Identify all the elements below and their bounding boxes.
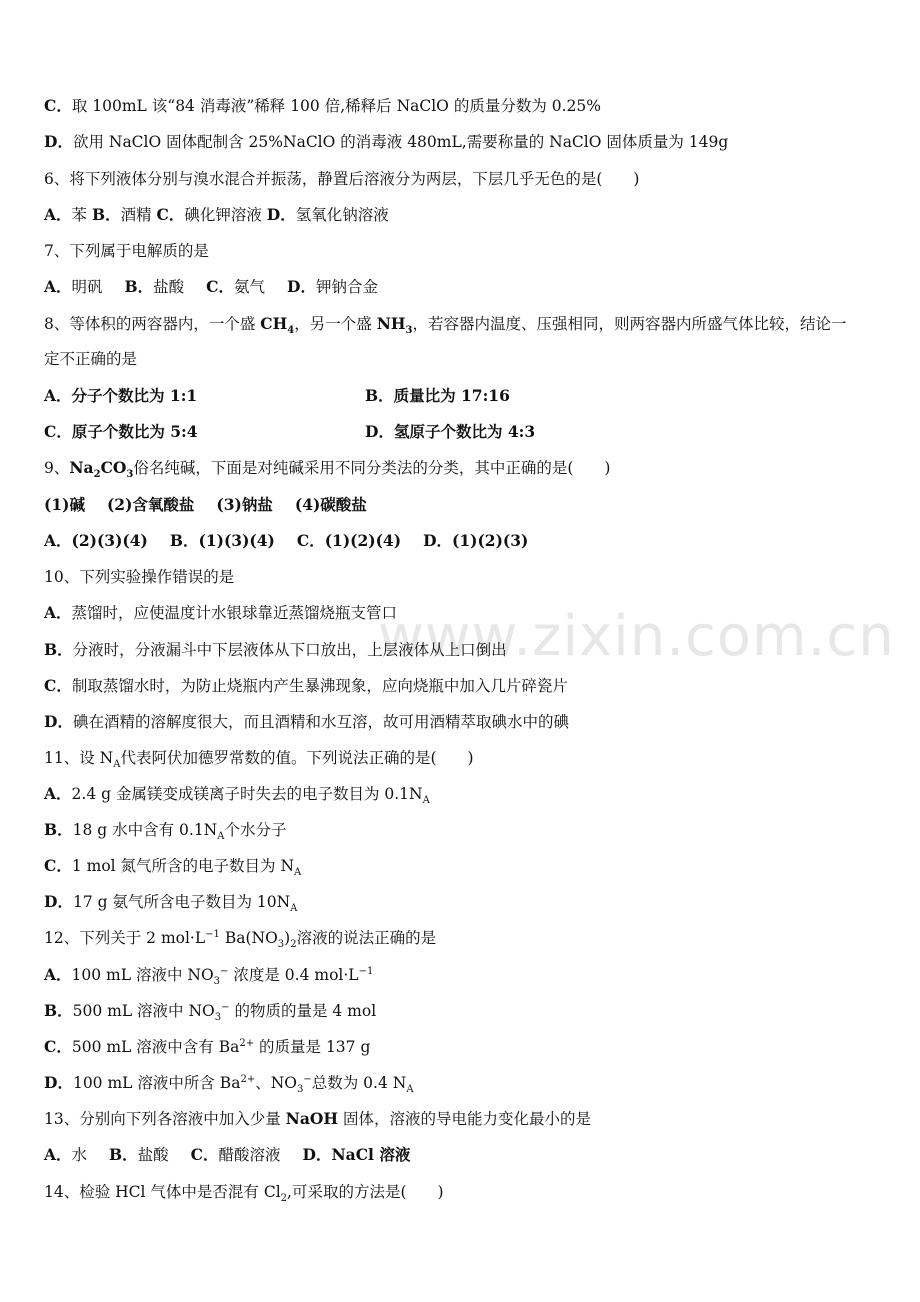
formula: CH <box>260 314 288 333</box>
option-label: A． <box>44 277 72 296</box>
subscript: A <box>113 759 121 771</box>
option-text: 500 mL 溶液中 NO <box>72 1002 215 1020</box>
option: A．(2)(3)(4) <box>44 531 148 550</box>
option-label: D． <box>287 277 316 296</box>
option-label: A． <box>44 965 72 984</box>
stem-text: 13、分别向下列各溶液中加入少量 <box>44 1110 286 1128</box>
subscript: 3 <box>214 1012 222 1024</box>
option-label: B． <box>124 277 154 296</box>
option-label: C． <box>44 1037 72 1056</box>
subscript: 3 <box>213 976 221 988</box>
superscript: − <box>220 965 229 977</box>
option: B．(1)(3)(4) <box>169 531 275 550</box>
option-text: NaCl 溶液 <box>331 1145 411 1164</box>
q6-stem: 6、将下列液体分别与溴水混合并振荡，静置后溶液分为两层，下层几乎无色的是( ) <box>44 170 640 188</box>
subscript: A <box>406 1084 414 1096</box>
option-label: B． <box>365 386 394 405</box>
stem-text: ，若容器内温度、压强相同，则两容器内所盛气体比较，结论一 <box>412 315 847 333</box>
option-text: 18 g 水中含有 0.1N <box>72 821 218 839</box>
option-label: D． <box>302 1145 332 1164</box>
option-text: 欲用 NaClO 固体配制含 25%NaClO 的消毒液 480mL,需要称量的 NaClO 固体质量为 149g <box>72 133 729 151</box>
list-item: (4)碳酸盐 <box>294 495 367 514</box>
q10-option-c <box>44 676 568 696</box>
q12-option-c <box>44 1037 370 1057</box>
option-text: 醋酸溶液 <box>218 1146 281 1164</box>
option-label: C． <box>156 205 185 224</box>
option-text: 分子个数比为 1:1 <box>71 386 198 405</box>
subscript: 2 <box>280 1193 288 1205</box>
option-label: C． <box>44 856 72 875</box>
stem-text: 8、等体积的两容器内，一个盛 <box>44 315 261 333</box>
subscript: 3 <box>126 469 134 481</box>
list-item: (2)含氧酸盐 <box>106 495 195 514</box>
option-text: 总数为 0.4 N <box>311 1074 407 1092</box>
stem-text: 代表阿伏加德罗常数的值。下列说法正确的是( ) <box>120 749 474 767</box>
option-label: D． <box>365 422 394 441</box>
option-text: 的质量是 137 g <box>254 1038 371 1056</box>
subscript: 3 <box>405 325 413 337</box>
option-text: 取 100mL 该“84 消毒液”稀释 100 倍,稀释后 NaClO 的质量分数为 0.25% <box>71 97 601 115</box>
option-text: 制取蒸馏水时，为防止烧瓶内产生暴沸现象，应向烧瓶中加入几片碎瓷片 <box>71 677 568 695</box>
option-label: D． <box>44 132 73 151</box>
superscript: −1 <box>205 928 220 940</box>
formula: NH <box>376 314 406 333</box>
q11-option-c <box>44 856 302 879</box>
stem-text: 14、检验 HCl 气体中是否混有 Cl <box>44 1183 281 1201</box>
q5-option-c <box>44 96 601 116</box>
option-label: C． <box>190 1145 219 1164</box>
list-item: (1)碱 <box>44 495 85 514</box>
q10-option-b <box>44 640 507 660</box>
option-label: C． <box>206 277 235 296</box>
option-text: 浓度是 0.4 mol·L <box>228 966 359 984</box>
option-text: 蒸馏时，应使温度计水银球靠近蒸馏烧瓶支管口 <box>71 604 398 622</box>
q7-options <box>44 277 378 297</box>
option-label: B． <box>91 205 121 224</box>
q13-options <box>44 1145 410 1165</box>
option-text: 明矾 <box>71 278 103 296</box>
q13-stem <box>44 1109 591 1129</box>
formula: NaOH <box>285 1109 339 1128</box>
superscript: − <box>221 1001 230 1013</box>
subscript: 4 <box>287 325 295 337</box>
q10-option-d <box>44 712 569 732</box>
stem-text: 俗名纯碱，下面是对纯碱采用不同分类法的分类，其中正确的是( ) <box>133 459 611 477</box>
superscript: −1 <box>358 965 374 977</box>
option-label: B． <box>109 1145 138 1164</box>
superscript: 2+ <box>239 1037 255 1049</box>
option-text: 、NO <box>255 1074 297 1092</box>
q10-option-a <box>44 603 397 623</box>
stem-text: 12、下列关于 2 mol·L <box>44 929 206 947</box>
option-label: A． <box>44 205 72 224</box>
stem-text: 11、设 N <box>44 749 114 767</box>
option-label: B． <box>44 820 73 839</box>
stem-text: ，另一个盛 <box>294 315 377 333</box>
q10-stem: 10、下列实验操作错误的是 <box>44 568 235 586</box>
option-text: 1 mol 氮气所含的电子数目为 N <box>71 857 295 875</box>
option-text: 钾钠合金 <box>315 278 378 296</box>
q8-stem <box>44 314 847 337</box>
stem-text: ) <box>284 929 291 947</box>
option-text: 2.4 g 金属镁变成镁离子时失去的电子数目为 0.1N <box>71 785 423 803</box>
q11-stem <box>44 748 474 771</box>
q9-items <box>44 495 367 515</box>
option-text: 500 mL 溶液中含有 Ba <box>71 1038 240 1056</box>
option-label: A． <box>44 386 72 405</box>
option-label: D． <box>44 1073 73 1092</box>
option-label: A． <box>44 1145 72 1164</box>
q8-option-d <box>365 422 535 442</box>
subscript: 2 <box>93 469 101 481</box>
option-text: 碘在酒精的溶解度很大，而且酒精和水互溶，故可用酒精萃取碘水中的碘 <box>72 713 569 731</box>
q9-stem <box>44 458 611 481</box>
option-text: 碘化钾溶液 <box>184 206 267 224</box>
subscript: A <box>217 831 225 843</box>
option-text: 的物质的量是 4 mol <box>229 1002 377 1020</box>
stem-text: 溶液的说法正确的是 <box>296 929 437 947</box>
watermark: www.zixin.com.cn <box>378 604 895 669</box>
subscript: 3 <box>277 939 285 951</box>
option: C．(1)(2)(4) <box>296 531 402 550</box>
option: D．(1)(2)(3) <box>423 531 529 550</box>
option-label: D． <box>44 892 73 911</box>
option-label: D． <box>266 205 296 224</box>
option-label: D． <box>44 712 73 731</box>
option-label: C． <box>44 96 72 115</box>
subscript: A <box>422 795 430 807</box>
q5-option-d <box>44 132 728 152</box>
q8-option-b <box>365 386 510 406</box>
q9-options <box>44 531 528 551</box>
q7-stem: 7、下列属于电解质的是 <box>44 242 209 260</box>
subscript: A <box>290 903 298 915</box>
option-label: A． <box>44 603 72 622</box>
option-text: 氢氧化钠溶液 <box>295 206 389 224</box>
option-label: C． <box>44 676 72 695</box>
stem-text: 固体，溶液的导电能力变化最小的是 <box>338 1110 591 1128</box>
option-text: 盐酸 <box>153 278 185 296</box>
subscript: A <box>294 867 302 879</box>
list-item: (3)钠盐 <box>216 495 273 514</box>
q12-option-a <box>44 965 374 988</box>
option-text: 17 g 氨气所含电子数目为 10N <box>72 893 291 911</box>
stem-text: Ba(NO <box>219 929 278 947</box>
q12-option-d <box>44 1073 414 1096</box>
formula: CO <box>100 458 127 477</box>
superscript: − <box>303 1073 312 1085</box>
option-text: 氢原子个数比为 4:3 <box>393 422 536 441</box>
option-label: A． <box>44 784 72 803</box>
option-text: 酒精 <box>120 206 157 224</box>
option-text: 100 mL 溶液中所含 Ba <box>72 1074 241 1092</box>
option-text: 苯 <box>71 206 92 224</box>
q12-option-b <box>44 1001 377 1024</box>
option-text: 盐酸 <box>137 1146 169 1164</box>
option-text: 100 mL 溶液中 NO <box>71 966 214 984</box>
q11-option-a <box>44 784 430 807</box>
option-text: 水 <box>71 1146 88 1164</box>
formula: Na <box>69 458 94 477</box>
option-text: 个水分子 <box>224 821 287 839</box>
option-text: 分液时，分液漏斗中下层液体从下口放出，上层液体从上口倒出 <box>72 641 507 659</box>
option-label: B． <box>44 1001 73 1020</box>
question-number: 9、 <box>44 459 70 477</box>
q11-option-d <box>44 892 298 915</box>
option-label: B． <box>44 640 73 659</box>
q12-stem <box>44 928 437 951</box>
option-text: 原子个数比为 5:4 <box>71 422 198 441</box>
q8-stem-cont: 定不正确的是 <box>44 350 138 368</box>
stem-text: ,可采取的方法是( ) <box>287 1183 444 1201</box>
superscript: 2+ <box>240 1073 256 1085</box>
subscript: 2 <box>290 939 297 951</box>
option-text: 质量比为 17:16 <box>393 386 510 405</box>
q8-option-c <box>44 422 198 442</box>
q14-stem <box>44 1182 444 1205</box>
q8-option-a <box>44 386 197 406</box>
option-text: 氨气 <box>234 278 266 296</box>
q6-options <box>44 205 389 225</box>
option-label: C． <box>44 422 72 441</box>
subscript: 3 <box>296 1084 304 1096</box>
q11-option-b <box>44 820 287 843</box>
